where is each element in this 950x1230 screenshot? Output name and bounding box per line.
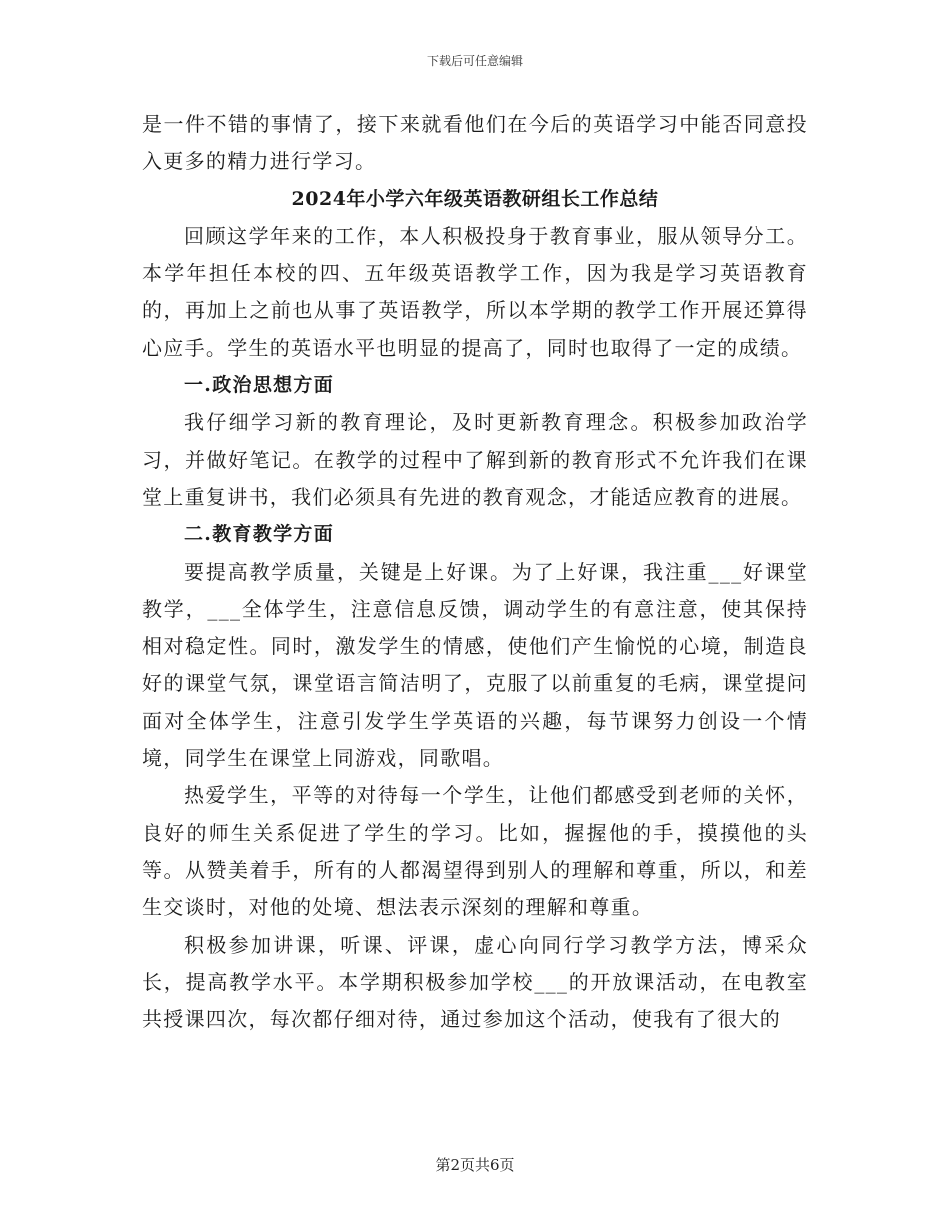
paragraph-lectures: 积极参加讲课，听课、评课，虚心向同行学习教学方法，博采众长，提高教学水平。本学期积极参加学校___的开放课活动，在电教室共授课四次，每次都仔细对待，通过参加这个活动，使我有了很大的 — [142, 932, 808, 1032]
section-heading-politics: 一.政治思想方面 — [184, 374, 335, 397]
header-text: 下载后可任意编辑 — [426, 54, 523, 68]
section-heading-teaching: 二.教育教学方面 — [184, 523, 335, 546]
paragraph-teaching-quality: 要提高教学质量，关键是上好课。为了上好课，我注重___好课堂教学，___全体学生，注意信息反馈，调动学生的有意注意，使其保持相对稳定性。同时，激发学生的情感，使他们产生愉悦的心境，制造良好的课堂气氛，课堂语言简洁明了，克服了以前重复的毛病，课堂提问面对全体学生，注意引发学生学英语的兴趣，每节课努力创设一个情境，同学生在课堂上同游戏，同歌唱。 — [142, 559, 808, 771]
paragraph-intro: 回顾这学年来的工作，本人积极投身于教育事业，服从领导分工。本学年担任本校的四、五年级英语教学工作，因为我是学习英语教育的，再加上之前也从事了英语教学，所以本学期的教学工作开展还算得心应手。学生的英语水平也明显的提高了，同时也取得了一定的成绩。 — [142, 223, 808, 360]
paragraph-love-students: 热爱学生，平等的对待每一个学生，让他们都感受到老师的关怀，良好的师生关系促进了学生的学习。比如，握握他的手，摸摸他的头等。从赞美着手，所有的人都渴望得到别人的理解和尊重，所以，和差生交谈时，对他的处境、想法表示深刻的理解和尊重。 — [142, 783, 808, 920]
paragraph-continued: 是一件不错的事情了，接下来就看他们在今后的英语学习中能否同意投入更多的精力进行学习。 — [142, 112, 808, 174]
page-header — [0, 53, 950, 69]
document-body — [142, 106, 808, 1038]
page-footer — [0, 1155, 950, 1175]
paragraph-politics: 我仔细学习新的教育理论，及时更新教育理念。积极参加政治学习，并做好笔记。在教学的过程中了解到新的教育形式不允许我们在课堂上重复讲书，我们必须具有先进的教育观念，才能适应教育的进展。 — [142, 410, 808, 509]
document-title: 2024年小学六年级英语教研组长工作总结 — [291, 187, 659, 210]
page-number: 第2页共6页 — [435, 1156, 515, 1174]
